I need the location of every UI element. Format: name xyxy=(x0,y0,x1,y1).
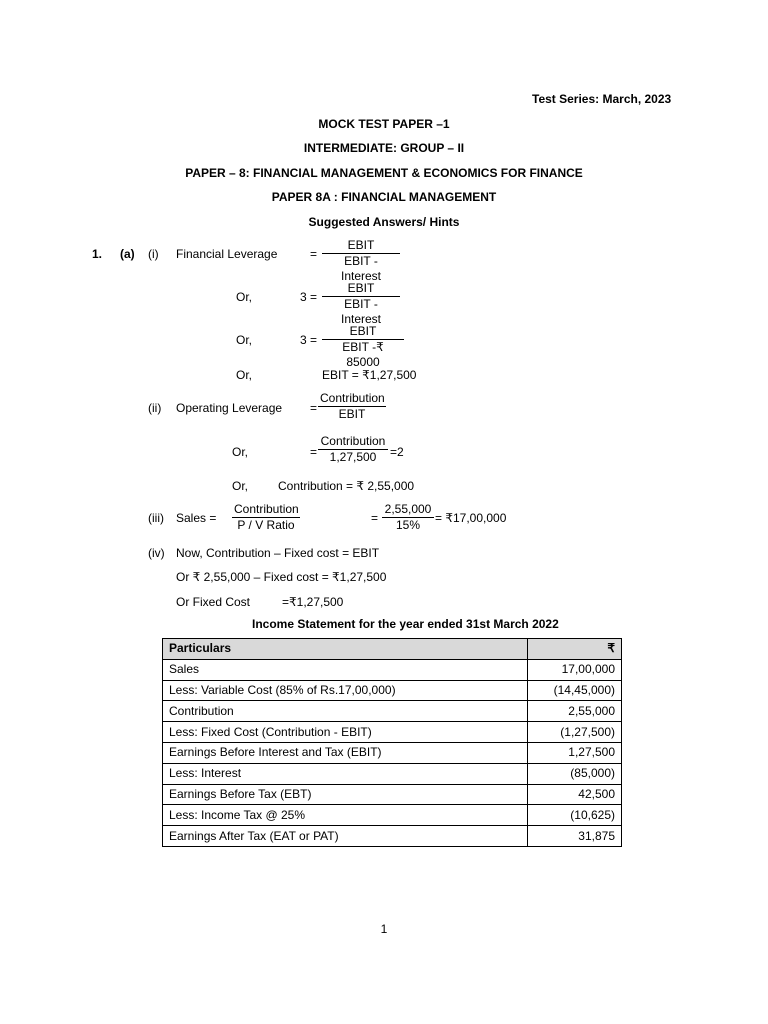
subpart-i-label: (i) xyxy=(148,247,159,261)
or-label: Or, xyxy=(236,368,253,382)
table-row xyxy=(163,805,622,826)
sales-label: Sales = xyxy=(176,511,217,525)
fraction-numerator: EBIT xyxy=(322,238,400,254)
column-header-particulars: Particulars xyxy=(163,639,528,660)
equation-lhs: 3 = xyxy=(300,290,318,304)
fraction-numerator: Contribution xyxy=(318,434,388,450)
table-cell-particular: Earnings Before Tax (EBT) xyxy=(163,784,528,805)
fraction-ol-2 xyxy=(318,434,388,465)
table-cell-particular: Less: Income Tax @ 25% xyxy=(163,805,528,826)
or-label: Or, xyxy=(236,290,253,304)
sales-result: = ₹17,00,000 xyxy=(435,511,507,525)
table-row xyxy=(163,784,622,805)
fixed-cost-line-3-label: Or Fixed Cost xyxy=(176,595,251,609)
table-cell-amount: 2,55,000 xyxy=(528,701,622,722)
table-cell-particular: Earnings After Tax (EAT or PAT) xyxy=(163,826,528,847)
table-cell-amount: (10,625) xyxy=(528,805,622,826)
question-number: 1. xyxy=(92,247,103,261)
group-title: INTERMEDIATE: GROUP – II xyxy=(303,141,465,155)
table-row xyxy=(163,722,622,743)
income-statement-title: Income Statement for the year ended 31st March 2022 xyxy=(252,617,559,631)
operating-leverage-label: Operating Leverage xyxy=(176,401,283,415)
fraction-numerator: EBIT xyxy=(322,281,400,297)
fixed-cost-line-1: Now, Contribution – Fixed cost = EBIT xyxy=(176,546,380,560)
table-row xyxy=(163,742,622,763)
fraction-sales xyxy=(232,502,300,533)
table-cell-amount: (85,000) xyxy=(528,763,622,784)
table-cell-amount: 1,27,500 xyxy=(528,742,622,763)
ebit-result: EBIT = ₹1,27,500 xyxy=(322,368,417,382)
income-statement-table xyxy=(162,638,622,847)
table-cell-amount: (14,45,000) xyxy=(528,680,622,701)
hints-title: Suggested Answers/ Hints xyxy=(308,215,460,229)
fraction-denominator: P / V Ratio xyxy=(237,518,295,532)
equals-sign: = xyxy=(310,247,318,261)
fraction-numerator: Contribution xyxy=(234,502,299,516)
financial-leverage-label: Financial Leverage xyxy=(176,247,278,261)
subpart-iii-label: (iii) xyxy=(148,511,164,525)
table-row xyxy=(163,701,622,722)
fraction-fl xyxy=(322,238,400,284)
table-row xyxy=(163,826,622,847)
fraction-denominator: 1,27,500 xyxy=(329,450,377,464)
table-cell-particular: Contribution xyxy=(163,701,528,722)
equals-sign: = xyxy=(371,511,379,525)
subpart-iv-label: (iv) xyxy=(148,546,165,560)
equals-sign: = xyxy=(310,401,318,415)
table-row xyxy=(163,659,622,680)
fraction-denominator: EBIT - Interest xyxy=(340,297,382,326)
fraction-denominator: EBIT -₹ 85000 xyxy=(342,340,384,369)
fraction-numerator: 2,55,000 xyxy=(382,502,434,518)
equals-sign: = xyxy=(310,445,318,459)
part-title: PAPER 8A : FINANCIAL MANAGEMENT xyxy=(271,190,497,204)
table-cell-amount: (1,27,500) xyxy=(528,722,622,743)
table-cell-particular: Less: Interest xyxy=(163,763,528,784)
fraction-ol xyxy=(318,391,386,422)
fraction-fl-3 xyxy=(322,324,404,370)
table-cell-particular: Earnings Before Interest and Tax (EBIT) xyxy=(163,742,528,763)
question-part: (a) xyxy=(120,247,135,261)
table-cell-particular: Less: Fixed Cost (Contribution - EBIT) xyxy=(163,722,528,743)
fraction-numerator: EBIT xyxy=(322,324,404,340)
table-cell-particular: Sales xyxy=(163,659,528,680)
or-label: Or, xyxy=(232,445,249,459)
fraction-denominator: EBIT - Interest xyxy=(340,254,382,283)
fixed-cost-line-2: Or ₹ 2,55,000 – Fixed cost = ₹1,27,500 xyxy=(176,570,387,584)
or-label: Or, xyxy=(232,479,249,493)
fraction-fl-2 xyxy=(322,281,400,327)
fraction-sales-2 xyxy=(382,502,434,533)
table-row xyxy=(163,680,622,701)
fraction-result: =2 xyxy=(390,445,404,459)
fraction-denominator: 15% xyxy=(395,518,421,532)
table-cell-amount: 17,00,000 xyxy=(528,659,622,680)
subpart-ii-label: (ii) xyxy=(148,401,162,415)
equation-lhs: 3 = xyxy=(300,333,318,347)
test-series-label: Test Series: March, 2023 xyxy=(532,92,672,106)
or-label: Or, xyxy=(236,333,253,347)
table-cell-amount: 31,875 xyxy=(528,826,622,847)
fraction-numerator: Contribution xyxy=(320,391,385,405)
fixed-cost-line-3-value: =₹1,27,500 xyxy=(282,595,344,609)
table-row xyxy=(163,763,622,784)
paper-title: MOCK TEST PAPER –1 xyxy=(318,117,450,131)
table-cell-particular: Less: Variable Cost (85% of Rs.17,00,000) xyxy=(163,680,528,701)
table-cell-amount: 42,500 xyxy=(528,784,622,805)
subject-title: PAPER – 8: FINANCIAL MANAGEMENT & ECONOMICS FOR FINANCE xyxy=(185,166,583,180)
page-number: 1 xyxy=(380,922,388,936)
contribution-result: Contribution = ₹ 2,55,000 xyxy=(278,479,415,493)
column-header-amount: ₹ xyxy=(528,639,622,660)
fraction-denominator: EBIT xyxy=(338,407,366,421)
table-header-row xyxy=(163,639,622,660)
